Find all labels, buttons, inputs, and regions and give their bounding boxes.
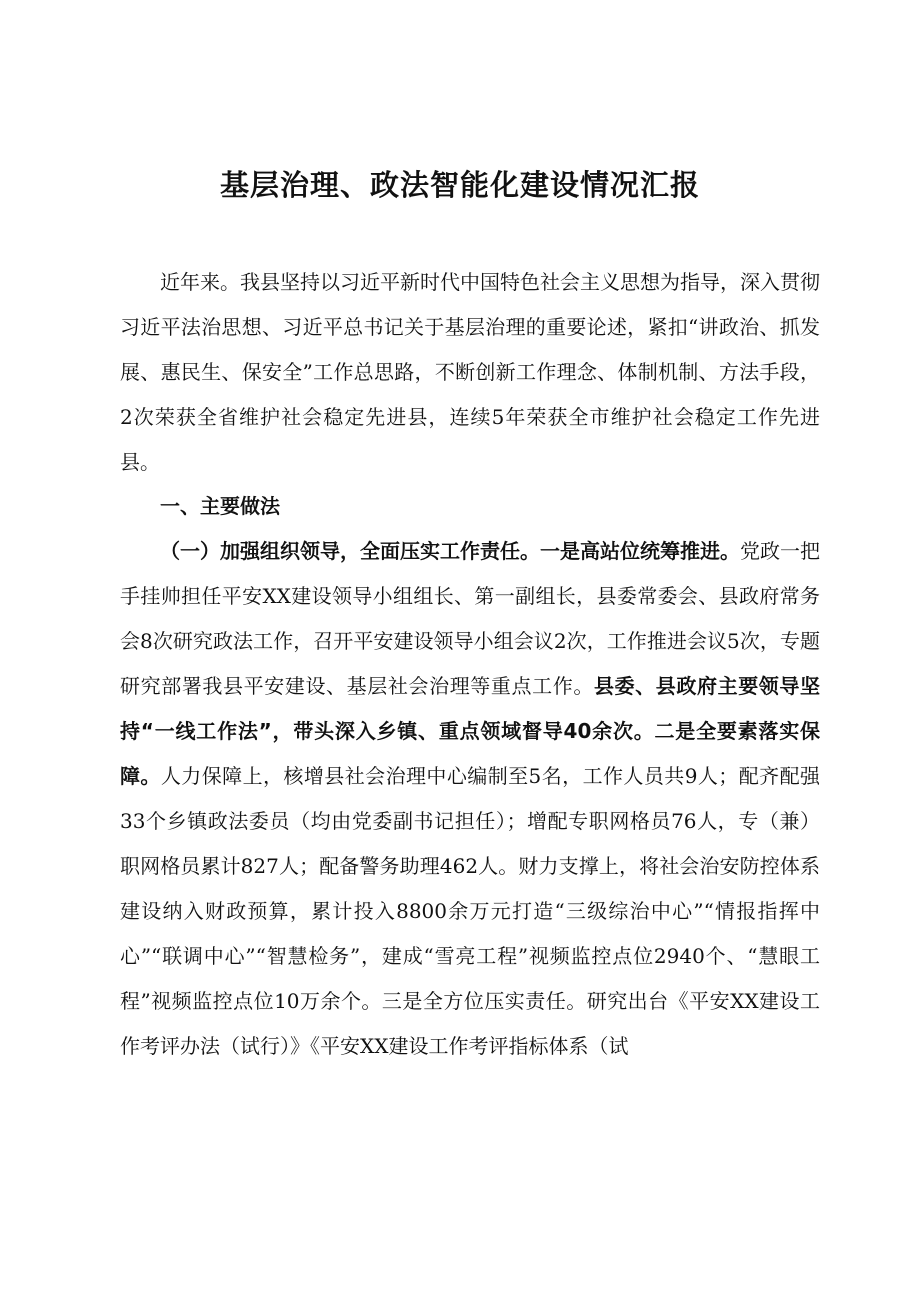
section1-text-2: 人力保障上，核增县社会治理中心编制至5名，工作人员共9人；配齐配强33个乡镇政法委员（均由党委副书记担任）；增配专职网格员76人，专（兼）职网格员累计827人；配备警务助理462人。财力支撑上，将社会治安防控体系建设纳入财政预算，累计投入8800余万元打造“三级综治中心”“情报指挥中心”“联调中心”“智慧检务”，建成“雪亮工程”视频监控点位2940个、“慧眼工程”视频监控点位10万余个。三是全方位压实责任。研究出台《平安XX建设工作考评办法（试行）》《平安XX建设工作考评指标体系（试 xyxy=(120,764,820,1058)
section-heading: 一、主要做法 xyxy=(160,494,280,518)
section1-lead-bold: （一）加强组织领导，全面压实工作责任。一是高站位统筹推进。 xyxy=(160,539,740,563)
section1-bold-2: 县委、县政府主要领导坚持“一线工作法”，带头深入乡镇、重点领域督导40余次。二是全要素落实保障。 xyxy=(120,674,821,788)
intro-paragraph: 近年来。我县坚持以习近平新时代中国特色社会主义思想为指导，深入贯彻习近平法治思想、习近平总书记关于基层治理的重要论述，紧扣“讲政治、抓发展、惠民生、保安全”工作总思路，不断创新工作理念、体制机制、方法手段，2次荣获全省维护社会稳定先进县，连续5年荣获全市维护社会稳定工作先进县。 xyxy=(120,270,820,474)
section1-text-1: 党政一把手挂帅担任平安XX建设领导小组组长、第一副组长，县委常委会、县政府常务会8次研究政法工作，召开平安建设领导小组会议2次，工作推进会议5次，专题研究部署我县平安建设、基层社会治理等重点工作。 xyxy=(120,539,820,698)
document-title: 基层治理、政法智能化建设情况汇报 xyxy=(219,168,700,202)
section1-paragraph xyxy=(120,529,820,1069)
